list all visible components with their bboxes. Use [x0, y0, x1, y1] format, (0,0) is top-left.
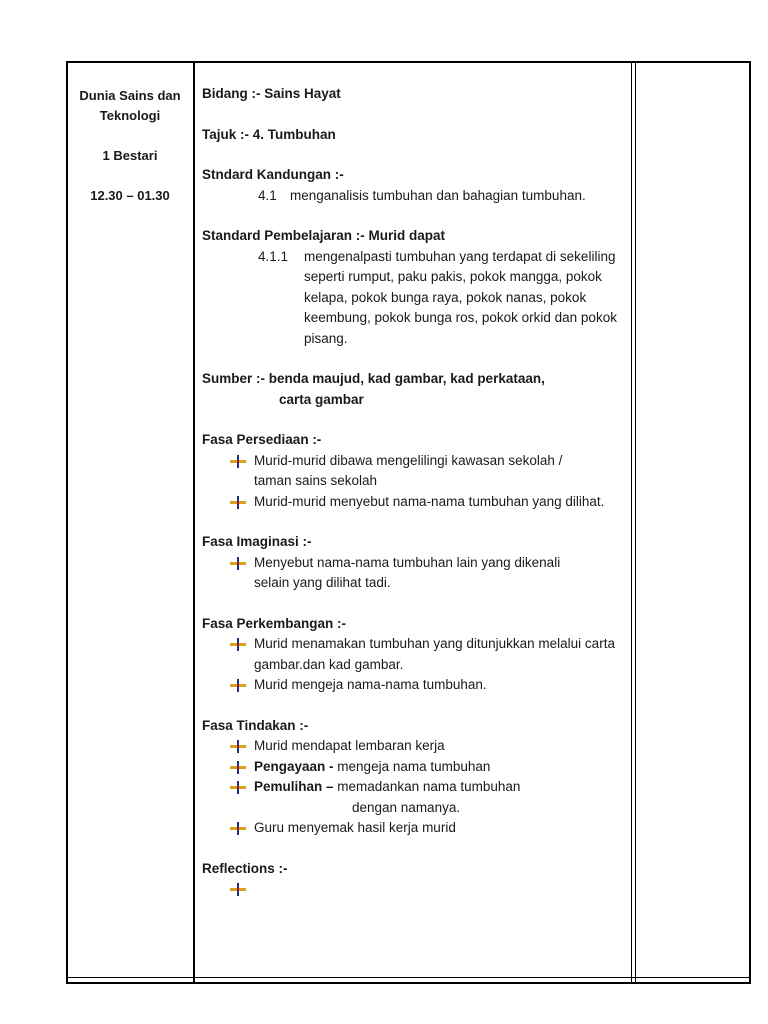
- sumber-line1: Sumber :- benda maujud, kad gambar, kad perkataan,: [202, 371, 545, 386]
- bullet-icon: [228, 451, 254, 471]
- tajuk: Tajuk :- 4. Tumbuhan: [202, 126, 336, 142]
- list-item: Pemulihan – memadankan nama tumbuhan: [202, 777, 630, 798]
- sumber-line2: carta gambar: [279, 391, 364, 407]
- bullet-icon: [228, 675, 254, 695]
- list-item: Murid menamakan tumbuhan yang ditunjukkan melalui carta gambar.dan kad gambar.: [202, 634, 630, 675]
- standard-pembelajaran-title: Standard Pembelajaran :- Murid dapat: [202, 228, 446, 243]
- bidang: Bidang :- Sains Hayat: [202, 86, 341, 101]
- bullet-icon: [228, 879, 254, 899]
- list-item: Menyebut nama-nama tumbuhan lain yang dikenali selain yang dilihat tadi.: [202, 553, 630, 594]
- item-text: mengenalpasti tumbuhan yang terdapat di sekeliling seperti rumput, paku pakis, pokok mangga, pokok kelapa, pokok bunga raya, pokok nanas, pokok keembung, pokok bunga ros, pokok orkid dan pokok pisang.: [304, 248, 617, 346]
- standard-pembelajaran-item: [202, 247, 630, 350]
- bullet-icon: [228, 553, 254, 573]
- list-item: Murid-murid dibawa mengelilingi kawasan sekolah / taman sains sekolah: [202, 451, 630, 492]
- bullet-icon: [228, 818, 254, 838]
- lesson-plan: [202, 84, 630, 899]
- list-item: Murid mendapat lembaran kerja: [202, 736, 630, 757]
- standard-kandungan-title: Stndard Kandungan :-: [202, 167, 344, 182]
- fasa-tindakan-title: Fasa Tindakan :-: [202, 717, 309, 733]
- list-item: Pengayaan - mengeja nama tumbuhan: [202, 757, 630, 778]
- list-item: Guru menyemak hasil kerja murid: [202, 818, 630, 839]
- bullet-icon: [228, 634, 254, 654]
- time-slot: 12.30 – 01.30: [90, 188, 170, 203]
- item-number: 4.1.1: [258, 248, 289, 264]
- list-item: [202, 879, 630, 899]
- item-number: 4.1: [258, 187, 277, 203]
- fasa-imaginasi-title: Fasa Imaginasi :-: [202, 534, 312, 549]
- fasa-perkembangan-title: Fasa Perkembangan :-: [202, 615, 347, 631]
- bullet-icon: [228, 777, 254, 797]
- reflections-title: Reflections :-: [202, 860, 288, 876]
- list-item: Murid mengeja nama-nama tumbuhan.: [202, 675, 630, 696]
- fasa-persediaan-title: Fasa Persediaan :-: [202, 432, 322, 447]
- bullet-icon: [228, 736, 254, 756]
- lesson-meta: [66, 86, 194, 206]
- list-item-continuation: dengan namanya.: [352, 799, 461, 815]
- subject-name: Dunia Sains dan Teknologi: [79, 88, 181, 123]
- bullet-icon: [228, 757, 254, 777]
- bullet-icon: [228, 492, 254, 512]
- standard-kandungan-item: [202, 186, 630, 207]
- item-text: menganalisis tumbuhan dan bahagian tumbuhan.: [290, 187, 586, 203]
- class-name: 1 Bestari: [102, 148, 158, 163]
- list-item: Murid-murid menyebut nama-nama tumbuhan yang dilihat.: [202, 492, 630, 513]
